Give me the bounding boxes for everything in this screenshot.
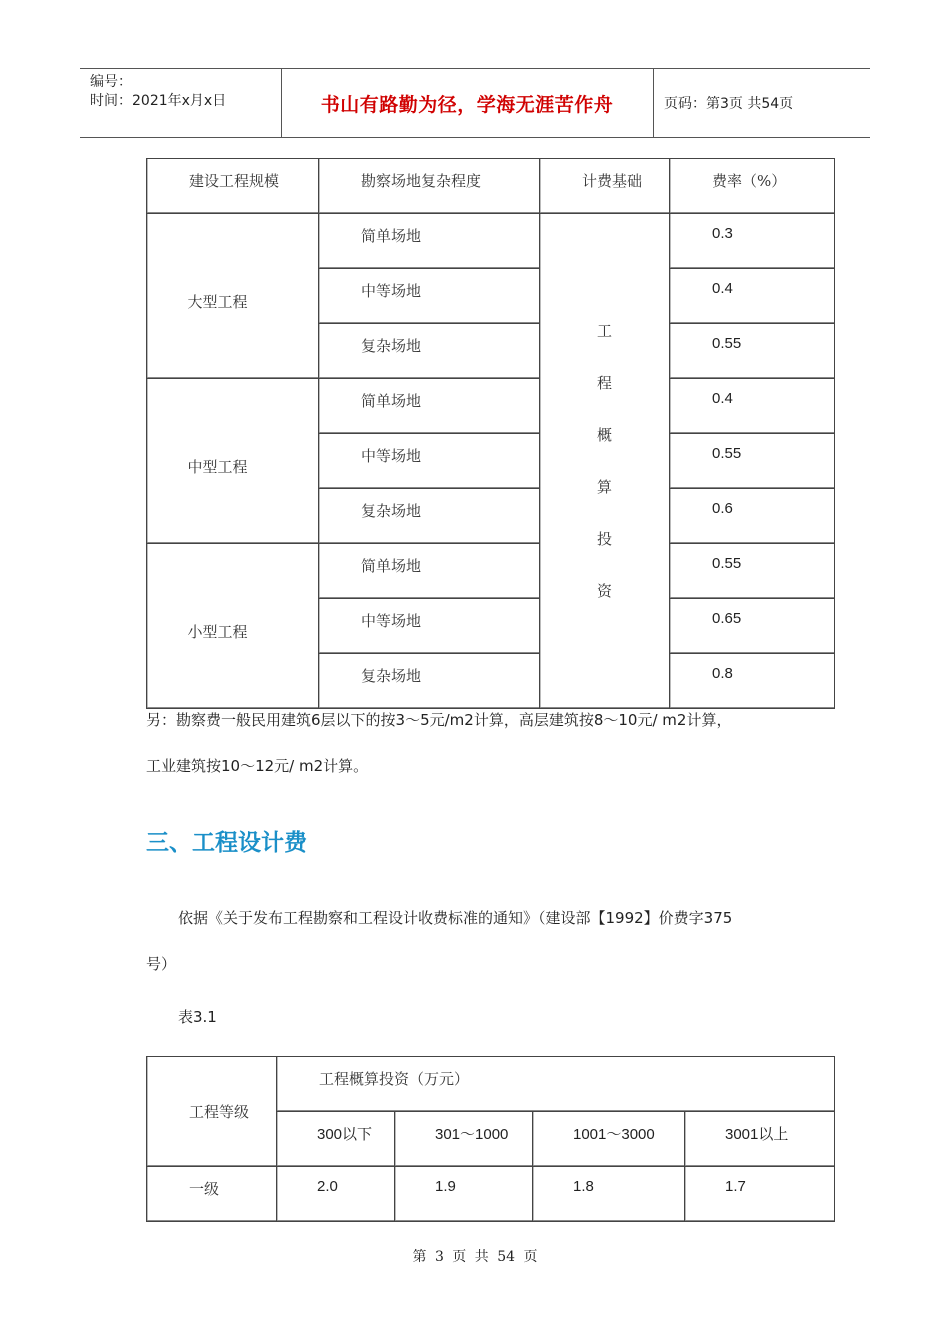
rate-cell: 0.6	[670, 489, 835, 544]
rate-cell: 0.55	[670, 324, 835, 379]
table-header-row	[147, 159, 835, 214]
value-cell: 1.9	[395, 1167, 533, 1222]
grade-header-cell: 工程等级	[147, 1057, 277, 1167]
header-divider	[653, 69, 654, 137]
header-page-info: 页码：第3页 共54页	[664, 96, 794, 112]
table-header-cell: 建设工程规模	[147, 159, 319, 214]
site-cell: 复杂场地	[319, 489, 540, 544]
rate-cell: 0.55	[670, 434, 835, 489]
range-cell: 300以下	[277, 1112, 395, 1167]
site-cell: 复杂场地	[319, 654, 540, 709]
table-header-cell: 计费基础	[540, 159, 670, 214]
header-motto: 书山有路勤为径，学海无涯苦作舟	[320, 93, 614, 116]
basis-cell	[540, 214, 670, 709]
table-row	[147, 544, 835, 599]
rate-cell: 0.4	[670, 269, 835, 324]
table-header-cell: 费率（%）	[670, 159, 835, 214]
site-cell: 中等场地	[319, 599, 540, 654]
site-cell: 简单场地	[319, 544, 540, 599]
time-label: 时间：2021年x月x日	[90, 93, 227, 109]
grade-cell: 一级	[147, 1167, 277, 1222]
table-caption: 表3.1	[178, 1008, 217, 1026]
survey-fee-table	[146, 158, 835, 709]
range-cell: 3001以上	[685, 1112, 835, 1167]
header-meta	[90, 73, 226, 111]
value-cell: 1.8	[533, 1167, 685, 1222]
rate-cell: 0.65	[670, 599, 835, 654]
page-header	[80, 68, 870, 138]
section-title: 三、工程设计费	[146, 830, 307, 856]
value-cell: 2.0	[277, 1167, 395, 1222]
site-cell: 简单场地	[319, 214, 540, 269]
table-row	[147, 1167, 835, 1222]
rate-cell: 0.8	[670, 654, 835, 709]
site-cell: 复杂场地	[319, 324, 540, 379]
scale-cell: 大型工程	[147, 214, 319, 379]
paragraph-line: 依据《关于发布工程勘察和工程设计收费标准的通知》（建设部【1992】价费字375	[178, 909, 733, 927]
note-line: 另：勘察费一般民用建筑6层以下的按3～5元/m2计算，高层建筑按8～10元/ m2计算，	[146, 711, 732, 729]
range-cell: 1001～3000	[533, 1112, 685, 1167]
paragraph-line: 号）	[146, 955, 177, 973]
table-header-row	[147, 1057, 835, 1112]
design-fee-table	[146, 1056, 835, 1222]
table-row	[147, 214, 835, 269]
scale-cell: 小型工程	[147, 544, 319, 709]
serial-label: 编号：	[90, 74, 132, 90]
table-header-cell: 勘察场地复杂程度	[319, 159, 540, 214]
page-footer: 第 3 页 共 54 页	[412, 1249, 538, 1265]
rate-cell: 0.4	[670, 379, 835, 434]
note-line: 工业建筑按10～12元/ m2计算。	[146, 757, 369, 775]
rate-cell: 0.3	[670, 214, 835, 269]
range-cell: 301～1000	[395, 1112, 533, 1167]
rate-cell: 0.55	[670, 544, 835, 599]
value-cell: 1.7	[685, 1167, 835, 1222]
investment-header-cell: 工程概算投资（万元）	[277, 1057, 835, 1112]
site-cell: 中等场地	[319, 434, 540, 489]
table-row	[147, 379, 835, 434]
site-cell: 简单场地	[319, 379, 540, 434]
scale-cell: 中型工程	[147, 379, 319, 544]
site-cell: 中等场地	[319, 269, 540, 324]
basis-vertical-text: 工 程 概 算 投 资	[596, 322, 612, 600]
